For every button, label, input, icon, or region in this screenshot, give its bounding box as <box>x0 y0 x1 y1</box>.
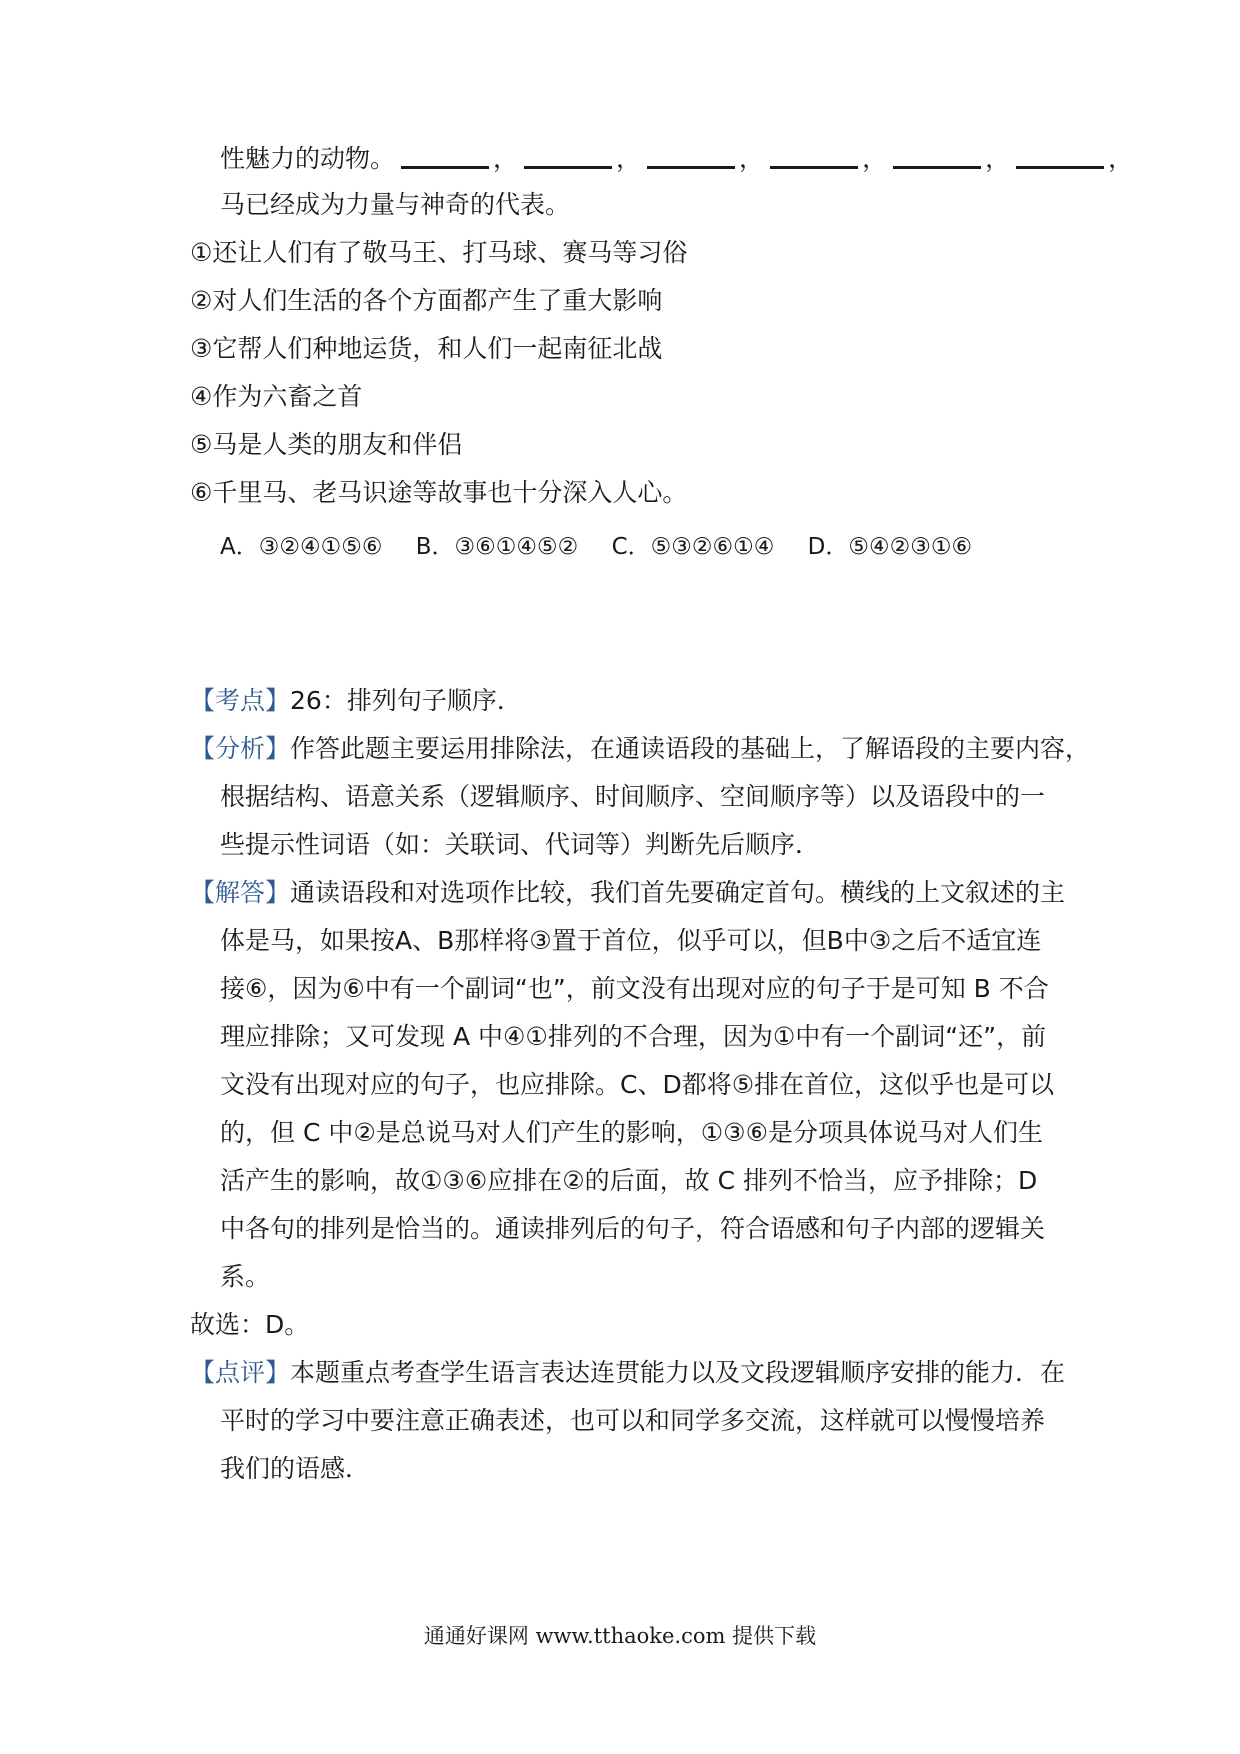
jieda-line-5: 文没有出现对应的句子，也应排除。C、D都将⑤排在首位，这似乎也是可以 <box>220 1070 1055 1099</box>
sentence-6: ⑥千里马、老马识途等故事也十分深入人心。 <box>190 478 688 507</box>
sentence-4: ④作为六畜之首 <box>190 382 363 411</box>
option-b[interactable]: B．③⑥①④⑤② <box>415 534 579 560</box>
blank-separator: ， <box>862 144 888 173</box>
question-lead-text: 性魅力的动物。 <box>220 144 396 173</box>
sentence-2: ②对人们生活的各个方面都产生了重大影响 <box>190 286 663 315</box>
answer-blank[interactable] <box>770 140 858 169</box>
jieda-line-7: 活产生的影响，故①③⑥应排在②的后面，故 C 排列不恰当，应予排除；D <box>220 1166 1038 1195</box>
dianping-line-2: 平时的学习中要注意正确表述，也可以和同学多交流，这样就可以慢慢培养 <box>220 1406 1046 1435</box>
blank-separator: ， <box>616 144 642 173</box>
jieda-line-8: 中各句的排列是恰当的。通读排列后的句子，符合语感和句子内部的逻辑关 <box>220 1214 1046 1243</box>
jieda-line-9: 系。 <box>220 1262 271 1291</box>
sentence-5: ⑤马是人类的朋友和伴侣 <box>190 430 463 459</box>
kaodian-text: 26：排列句子顺序． <box>290 686 522 715</box>
answer-blank[interactable] <box>524 140 612 169</box>
dianping-text: 本题重点考查学生语言表达连贯能力以及文段逻辑顺序安排的能力．在 <box>290 1358 1066 1387</box>
page-footer: 通通好课网 www.tthaoke.com 提供下载 <box>423 1624 817 1648</box>
fill-blanks <box>395 140 1133 176</box>
answer-blank[interactable] <box>647 140 735 169</box>
dianping-tag: 【点评】 <box>190 1358 291 1387</box>
jieda-line-2: 体是马，如果按A、B那样将③置于首位，似乎可以，但B中③之后不适宜连 <box>220 926 1042 955</box>
jieda-tag: 【解答】 <box>190 878 291 907</box>
question-line-1 <box>220 140 1133 176</box>
answer-blank[interactable] <box>893 140 981 169</box>
jieda-line-3: 接⑥，因为⑥中有一个副词“也”，前文没有出现对应的句子于是可知 B 不合 <box>220 974 1049 1003</box>
jieda-line-1 <box>190 876 1065 910</box>
blank-separator: ， <box>493 144 519 173</box>
fenxi-line-3: 些提示性词语（如：关联词、代词等）判断先后顺序． <box>220 830 821 859</box>
fenxi-tag: 【分析】 <box>190 734 291 763</box>
jieda-line-4: 理应排除；又可发现 A 中④①排列的不合理，因为①中有一个副词“还”，前 <box>220 1022 1047 1051</box>
fenxi-text: 作答此题主要运用排除法，在通读语段的基础上，了解语段的主要内容， <box>290 734 1091 763</box>
sentence-1: ①还让人们有了敬马王、打马球、赛马等习俗 <box>190 238 688 267</box>
fenxi-line-1 <box>190 732 1090 766</box>
blank-separator: ， <box>739 144 765 173</box>
question-line-2: 马已经成为力量与神奇的代表。 <box>220 190 571 219</box>
kaodian-tag: 【考点】 <box>190 686 291 715</box>
dianping-line-3: 我们的语感． <box>220 1454 371 1483</box>
option-d[interactable]: D．⑤④②③①⑥ <box>807 534 973 560</box>
option-a[interactable]: A．③②④①⑤⑥ <box>220 534 383 560</box>
blank-separator: ， <box>1108 144 1134 173</box>
kaodian-section <box>190 684 522 718</box>
sentence-3: ③它帮人们种地运货，和人们一起南征北战 <box>190 334 663 363</box>
answer-options <box>220 530 998 564</box>
fenxi-line-2: 根据结构、语意关系（逻辑顺序、时间顺序、空间顺序等）以及语段中的一 <box>220 782 1046 811</box>
blank-separator: ， <box>985 144 1011 173</box>
answer-blank[interactable] <box>401 140 489 169</box>
answer-blank[interactable] <box>1016 140 1104 169</box>
answer-line: 故选：D。 <box>190 1310 310 1339</box>
jieda-line-6: 的，但 C 中②是总说马对人们产生的影响，①③⑥是分项具体说马对人们生 <box>220 1118 1044 1147</box>
dianping-line-1 <box>190 1356 1065 1390</box>
jieda-text: 通读语段和对选项作比较，我们首先要确定首句。横线的上文叙述的主 <box>290 878 1066 907</box>
option-c[interactable]: C．⑤③②⑥①④ <box>611 534 775 560</box>
